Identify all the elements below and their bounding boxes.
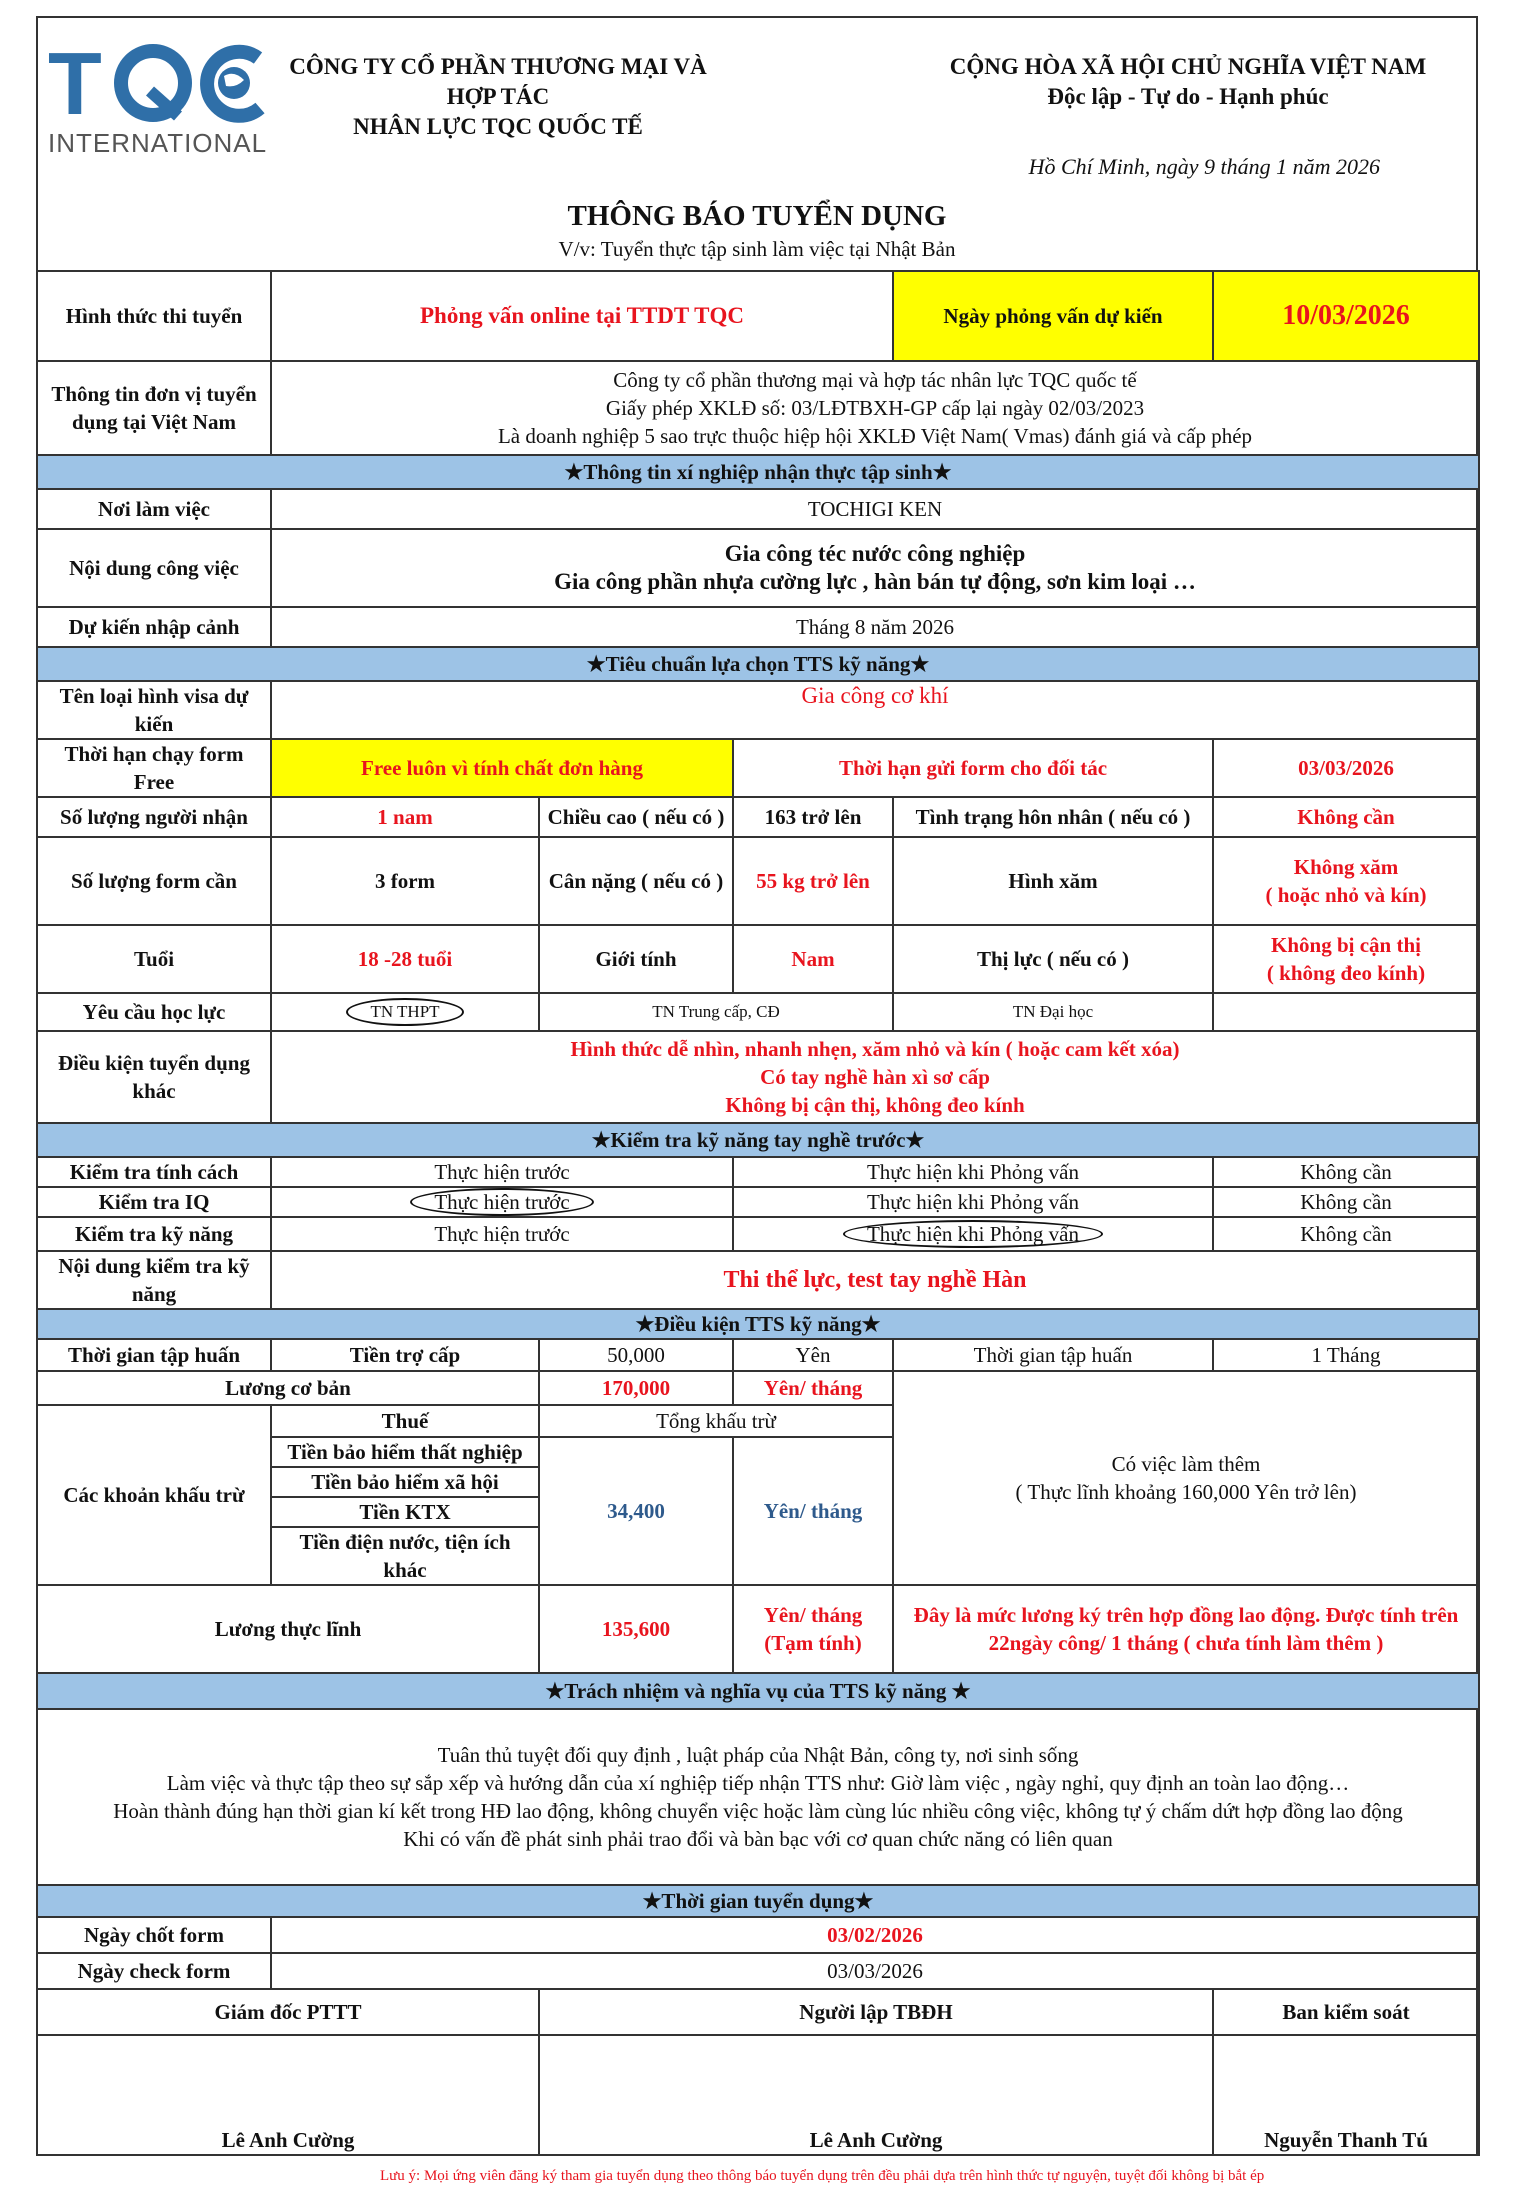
deduction-unit: Yên/ tháng — [733, 1437, 893, 1585]
net-salary-unit: Yên/ tháng (Tạm tính) — [733, 1585, 893, 1673]
form-deadline-label: Thời hạn chạy form Free — [37, 739, 271, 797]
author-title: Người lập TBĐH — [539, 1989, 1213, 2035]
vision: Không bị cận thị ( không đeo kính) — [1213, 925, 1479, 993]
test-content-label: Nội dung kiểm tra kỹ năng — [37, 1251, 271, 1309]
test-content: Thi thể lực, test tay nghề Hàn — [271, 1251, 1479, 1309]
company-name: CÔNG TY CỔ PHẦN THƯƠNG MẠI VÀ HỢP TÁC NHÂN LỰC TQC QUỐC TẾ — [289, 54, 707, 139]
allowance: 50,000 — [539, 1339, 733, 1371]
unemployment-label: Tiền bảo hiểm thất nghiệp — [271, 1437, 539, 1467]
count: 1 nam — [271, 797, 539, 837]
send-form-date: 03/03/2026 — [1213, 739, 1479, 797]
duties-text: Tuân thủ tuyệt đối quy định , luật pháp của Nhật Bản, công ty, nơi sinh sống Làm việc và thực tập theo sự sắp xếp và hướng dẫn của xí nghiệp tiếp nhận TTS như: Giờ làm việc , ngày nghỉ, quy định an toàn lao động… Hoàn thành đúng hạn thời gian kí kết trong HĐ lao động, không chuyển việc hoặc làm cùng lúc nhiều công việc, không tự ý chấm dứt hợp đồng lao động Khi có vấn đề phát sinh phải trao đổi và bàn bạc với cơ quan chức năng có liên quan — [37, 1709, 1479, 1885]
test-before: Thực hiện trước — [271, 1217, 733, 1251]
test-before: Thực hiện trước — [271, 1187, 733, 1217]
gender-label: Giới tính — [539, 925, 733, 993]
director-title: Giám đốc PTTT — [37, 1989, 539, 2035]
forms-label: Số lượng form cần — [37, 837, 271, 925]
marital: Không cần — [1213, 797, 1479, 837]
close-form-label: Ngày chốt form — [37, 1917, 271, 1953]
base-salary: 170,000 — [539, 1371, 733, 1405]
test-label: Kiểm tra IQ — [37, 1187, 271, 1217]
test-label: Kiểm tra kỹ năng — [37, 1217, 271, 1251]
recruitment-notice — [36, 16, 1478, 2156]
count-label: Số lượng người nhận — [37, 797, 271, 837]
height-label: Chiều cao ( nếu có ) — [539, 797, 733, 837]
base-salary-label: Lương cơ bản — [37, 1371, 539, 1405]
page-subtitle: V/v: Tuyển thực tập sinh làm việc tại Nhật Bản — [558, 237, 956, 261]
forms: 3 form — [271, 837, 539, 925]
interview-date: 10/03/2026 — [1213, 271, 1479, 361]
overtime-note: Có việc làm thêm ( Thực lĩnh khoảng 160,000 Yên trở lên) — [893, 1371, 1479, 1585]
section-schedule: ★Thời gian tuyển dụng★ — [37, 1885, 1479, 1917]
check-form-label: Ngày check form — [37, 1953, 271, 1989]
section-duties: ★Trách nhiệm và nghĩa vụ của TTS kỹ năng ★ — [37, 1673, 1479, 1709]
exam-value: Phỏng vấn online tại TTDT TQC — [271, 271, 893, 361]
director-name: Lê Anh Cường — [37, 2035, 539, 2155]
job-label: Nội dung công việc — [37, 529, 271, 607]
tqc-logo-icon — [48, 36, 278, 126]
test-none: Không cần — [1213, 1217, 1479, 1251]
edu-university: TN Đại học — [893, 993, 1213, 1031]
age-label: Tuổi — [37, 925, 271, 993]
entry-label: Dự kiến nhập cảnh — [37, 607, 271, 647]
entry-date: Tháng 8 năm 2026 — [271, 607, 1479, 647]
tattoo-label: Hình xăm — [893, 837, 1213, 925]
interview-date-label: Ngày phỏng vấn dự kiến — [893, 271, 1213, 361]
weight-label: Cân nặng ( nếu có ) — [539, 837, 733, 925]
visa-type: Gia công cơ khí — [271, 681, 1479, 739]
company-logo — [48, 36, 288, 156]
author-name: Lê Anh Cường — [539, 2035, 1213, 2155]
gender: Nam — [733, 925, 893, 993]
dorm-label: Tiền KTX — [271, 1497, 539, 1527]
org-info: Công ty cổ phần thương mại và hợp tác nhân lực TQC quốc tế Giấy phép XKLĐ số: 03/LĐTBXH-GP cấp lại ngày 02/03/2023 Là doanh nghiệp 5 sao trực thuộc hiệp hội XKLĐ Việt Nam( Vmas) đánh giá và cấp phép — [271, 361, 1479, 455]
dateline: Hồ Chí Minh, ngày 9 tháng 1 năm 2026 — [1028, 154, 1380, 179]
tax-label: Thuế — [271, 1405, 539, 1437]
control-title: Ban kiểm soát — [1213, 1989, 1479, 2035]
training-duration: 1 Tháng — [1213, 1339, 1479, 1371]
marital-label: Tình trạng hôn nhân ( nếu có ) — [893, 797, 1213, 837]
check-form-date: 03/03/2026 — [271, 1953, 1479, 1989]
logo-subtitle: INTERNATIONAL — [48, 128, 268, 158]
deductions-label: Các khoản khấu trừ — [37, 1405, 271, 1585]
allowance-label: Tiền trợ cấp — [271, 1339, 539, 1371]
section-conditions: ★Điều kiện TTS kỹ năng★ — [37, 1309, 1479, 1339]
height: 163 trở lên — [733, 797, 893, 837]
form-deadline: Free luôn vì tính chất đơn hàng — [271, 739, 733, 797]
edu-empty — [1213, 993, 1479, 1031]
tattoo: Không xăm ( hoặc nhỏ và kín) — [1213, 837, 1479, 925]
training-label-2: Thời gian tập huấn — [893, 1339, 1213, 1371]
test-during: Thực hiện khi Phỏng vấn — [733, 1217, 1213, 1251]
allowance-unit: Yên — [733, 1339, 893, 1371]
section-tests: ★Kiểm tra kỹ năng tay nghề trước★ — [37, 1123, 1479, 1157]
deduction-amount: 34,400 — [539, 1437, 733, 1585]
test-none: Không cần — [1213, 1157, 1479, 1187]
other-conditions: Hình thức dễ nhìn, nhanh nhẹn, xăm nhỏ và kín ( hoặc cam kết xóa) Có tay nghề hàn xì sơ cấp Không bị cận thị, không đeo kính — [271, 1031, 1479, 1123]
send-form-label: Thời hạn gửi form cho đối tác — [733, 739, 1213, 797]
svg-text:T: T — [48, 36, 102, 126]
test-none: Không cần — [1213, 1187, 1479, 1217]
net-salary: 135,600 — [539, 1585, 733, 1673]
org-label: Thông tin đơn vị tuyển dụng tại Việt Nam — [37, 361, 271, 455]
job-content: Gia công téc nước công nghiệp Gia công phần nhựa cường lực , hàn bán tự động, sơn kim loại … — [271, 529, 1479, 607]
edu-highschool: TN THPT — [271, 993, 539, 1031]
edu-label: Yêu cầu học lực — [37, 993, 271, 1031]
base-salary-unit: Yên/ tháng — [733, 1371, 893, 1405]
net-salary-label: Lương thực lĩnh — [37, 1585, 539, 1673]
visa-label: Tên loại hình visa dự kiến — [37, 681, 271, 739]
page-title: THÔNG BÁO TUYỂN DỤNG — [567, 200, 947, 232]
national-motto: CỘNG HÒA XÃ HỘI CHỦ NGHĨA VIỆT NAM Độc lập - Tự do - Hạnh phúc — [949, 54, 1427, 109]
workplace-label: Nơi làm việc — [37, 489, 271, 529]
training-label: Thời gian tập huấn — [37, 1339, 271, 1371]
total-deduction-label: Tổng khấu trừ — [539, 1405, 893, 1437]
section-criteria: ★Tiêu chuẩn lựa chọn TTS kỹ năng★ — [37, 647, 1479, 681]
footer-note: Lưu ý: Mọi ứng viên đăng ký tham gia tuyển dụng theo thông báo tuyển dụng trên đều phải dựa trên hình thức tự nguyện, tuyệt đối không bị bắt ép — [380, 2168, 1265, 2184]
age: 18 -28 tuổi — [271, 925, 539, 993]
vision-label: Thị lực ( nếu có ) — [893, 925, 1213, 993]
recruitment-table — [36, 270, 1480, 2156]
test-label: Kiểm tra tính cách — [37, 1157, 271, 1187]
net-salary-note: Đây là mức lương ký trên hợp đồng lao động. Được tính trên 22ngày công/ 1 tháng ( chưa tính làm thêm ) — [893, 1585, 1479, 1673]
test-before: Thực hiện trước — [271, 1157, 733, 1187]
section-enterprise: ★Thông tin xí nghiệp nhận thực tập sinh★ — [37, 455, 1479, 489]
other-label: Điều kiện tuyển dụng khác — [37, 1031, 271, 1123]
control-name: Nguyễn Thanh Tú — [1213, 2035, 1479, 2155]
workplace: TOCHIGI KEN — [271, 489, 1479, 529]
edu-college: TN Trung cấp, CĐ — [539, 993, 893, 1031]
weight: 55 kg trở lên — [733, 837, 893, 925]
test-during: Thực hiện khi Phỏng vấn — [733, 1187, 1213, 1217]
exam-label: Hình thức thi tuyển — [37, 271, 271, 361]
close-form-date: 03/02/2026 — [271, 1917, 1479, 1953]
utilities-label: Tiền điện nước, tiện ích khác — [271, 1527, 539, 1585]
test-during: Thực hiện khi Phỏng vấn — [733, 1157, 1213, 1187]
social-insurance-label: Tiền bảo hiểm xã hội — [271, 1467, 539, 1497]
